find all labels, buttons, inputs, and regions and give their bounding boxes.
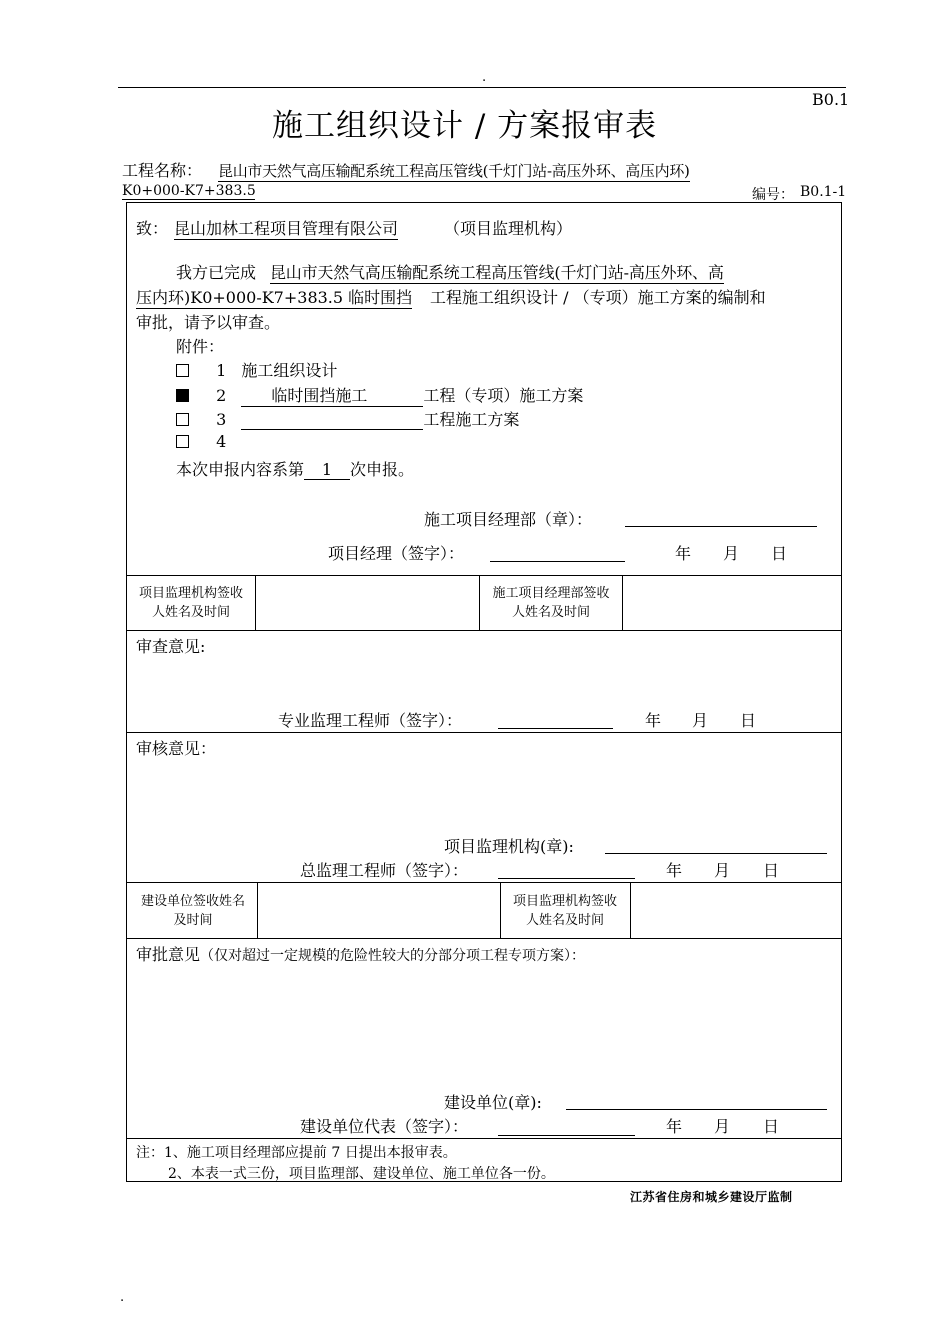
page-title: 施工组织设计 / 方案报审表 — [272, 108, 658, 144]
attachment-item — [176, 407, 519, 430]
header-rule — [118, 87, 846, 88]
body-suffix-line2: 工程施工组织设计 / （专项）施工方案的编制和 — [430, 288, 766, 307]
body-project-line1: 昆山市天然气高压输配系统工程高压管线(千灯门站-高压外环、高 — [270, 260, 724, 284]
receipt-label-supervisor: 项目监理机构签收人姓名及时间 — [138, 586, 243, 620]
date-month: 月 — [723, 544, 740, 563]
attachments-label: 附件： — [176, 337, 225, 356]
date-year: 年 — [666, 1117, 683, 1136]
approval-heading — [136, 942, 585, 965]
audit-seal-label: 项目监理机构(章): — [444, 837, 574, 856]
attachment-num: 3 — [216, 410, 227, 429]
receipt-field-owner[interactable] — [258, 883, 499, 937]
date-month: 月 — [714, 1117, 731, 1136]
count-value: 1 — [304, 460, 350, 480]
note-line-2: 2、本表一式三份，项目监理部、建设单位、施工单位各一份。 — [168, 1166, 555, 1182]
attachment-text: 工程施工方案 — [423, 410, 520, 429]
review-opinion-field[interactable] — [136, 656, 832, 704]
attachment-text: 工程（专项）施工方案 — [423, 386, 584, 405]
receipt-label-owner: 建设单位签收姓名及时间 — [140, 894, 245, 928]
submission-count — [176, 457, 414, 480]
audit-seal-line — [605, 853, 827, 854]
approval-sign-label: 建设单位代表（签字）： — [300, 1117, 469, 1136]
addressee-suffix: （项目监理机构） — [444, 219, 573, 238]
form-code: B0.1 — [812, 90, 850, 109]
approval-seal-line — [566, 1109, 827, 1110]
dept-seal-label: 施工项目经理部（章）： — [424, 510, 593, 529]
form-number-label: 编号： — [752, 187, 794, 203]
receipt-label-contractor: 施工项目经理部签收人姓名及时间 — [492, 586, 610, 620]
date-month: 月 — [714, 861, 731, 880]
row-divider — [126, 938, 842, 939]
pm-sign-label: 项目经理（签字）： — [328, 544, 465, 563]
pm-sign-line — [490, 561, 625, 562]
date-year: 年 — [666, 861, 683, 880]
cell-divider — [500, 882, 501, 938]
header-dot: . — [482, 70, 487, 85]
addressee-label: 致： — [136, 219, 169, 238]
attachment-fill-blank[interactable] — [241, 415, 423, 430]
date-day: 日 — [763, 861, 780, 880]
approval-opinion-field[interactable] — [136, 966, 832, 1076]
body-project-line2: 压内环)K0+000-K7+383.5 临时围挡 — [136, 285, 412, 309]
attachment-text: 施工组织设计 — [241, 361, 338, 380]
audit-sign-line — [498, 878, 635, 879]
checkbox-checked-icon[interactable] — [176, 389, 189, 402]
count-prefix: 本次申报内容系第 — [176, 460, 305, 479]
attachment-item — [176, 432, 226, 451]
approval-label-note: （仅对超过一定规模的危险性较大的分部分项工程专项方案）： — [200, 948, 586, 964]
project-name-value: 昆山市天然气高压输配系统工程高压管线(千灯门站-高压外环、高压内环) — [218, 162, 690, 180]
receipt-field-contractor[interactable] — [623, 576, 841, 629]
date-day: 日 — [763, 1117, 780, 1136]
body-prefix: 我方已完成 — [176, 263, 257, 282]
date-year: 年 — [645, 711, 662, 730]
receipt-label-supervisor-2: 项目监理机构签收人姓名及时间 — [512, 894, 617, 928]
approval-seal-label: 建设单位(章): — [444, 1093, 542, 1112]
dept-seal-line — [625, 526, 817, 527]
approval-sign-line — [498, 1135, 635, 1136]
date-day: 日 — [771, 544, 788, 563]
date-month: 月 — [692, 711, 709, 730]
issuer-footer: 江苏省住房和城乡建设厅监制 — [630, 1190, 793, 1204]
attachment-item — [176, 383, 583, 407]
checkbox-icon[interactable] — [176, 364, 189, 377]
date-day: 日 — [740, 711, 757, 730]
audit-sign-label: 总监理工程师（签字）： — [300, 861, 469, 880]
review-label: 审查意见: — [136, 637, 206, 656]
review-sign-line — [498, 728, 613, 729]
audit-label: 审核意见： — [136, 739, 217, 758]
form-number-value: B0.1-1 — [800, 184, 847, 200]
project-name-value-line2: K0+000-K7+383.5 — [122, 183, 256, 199]
checkbox-icon[interactable] — [176, 413, 189, 426]
addressee-org: 昆山加林工程项目管理有限公司 — [174, 216, 398, 240]
count-suffix: 次申报。 — [350, 460, 415, 479]
note-line-1: 注：1、施工项目经理部应提前 7 日提出本报审表。 — [136, 1145, 457, 1161]
attachment-num: 1 — [216, 361, 227, 380]
project-name-label: 工程名称： — [122, 161, 203, 180]
row-divider — [126, 1138, 842, 1139]
attachment-fill: 临时围挡施工 — [241, 383, 423, 407]
footer-dot: . — [120, 1290, 125, 1305]
date-year: 年 — [675, 544, 692, 563]
receipt-field-supervisor-2[interactable] — [631, 883, 841, 937]
attachment-item — [176, 358, 337, 381]
attachment-num: 4 — [216, 432, 227, 451]
row-divider — [126, 630, 842, 631]
row-divider — [126, 732, 842, 733]
body-line3: 审批，请予以审查。 — [136, 313, 281, 332]
checkbox-icon[interactable] — [176, 435, 189, 448]
cell-divider — [479, 575, 480, 630]
approval-label: 审批意见 — [136, 945, 201, 964]
audit-opinion-field[interactable] — [136, 760, 832, 828]
attachment-num: 2 — [216, 386, 227, 405]
review-sign-label: 专业监理工程师（签字）： — [278, 711, 463, 730]
receipt-field-supervisor[interactable] — [256, 576, 478, 629]
